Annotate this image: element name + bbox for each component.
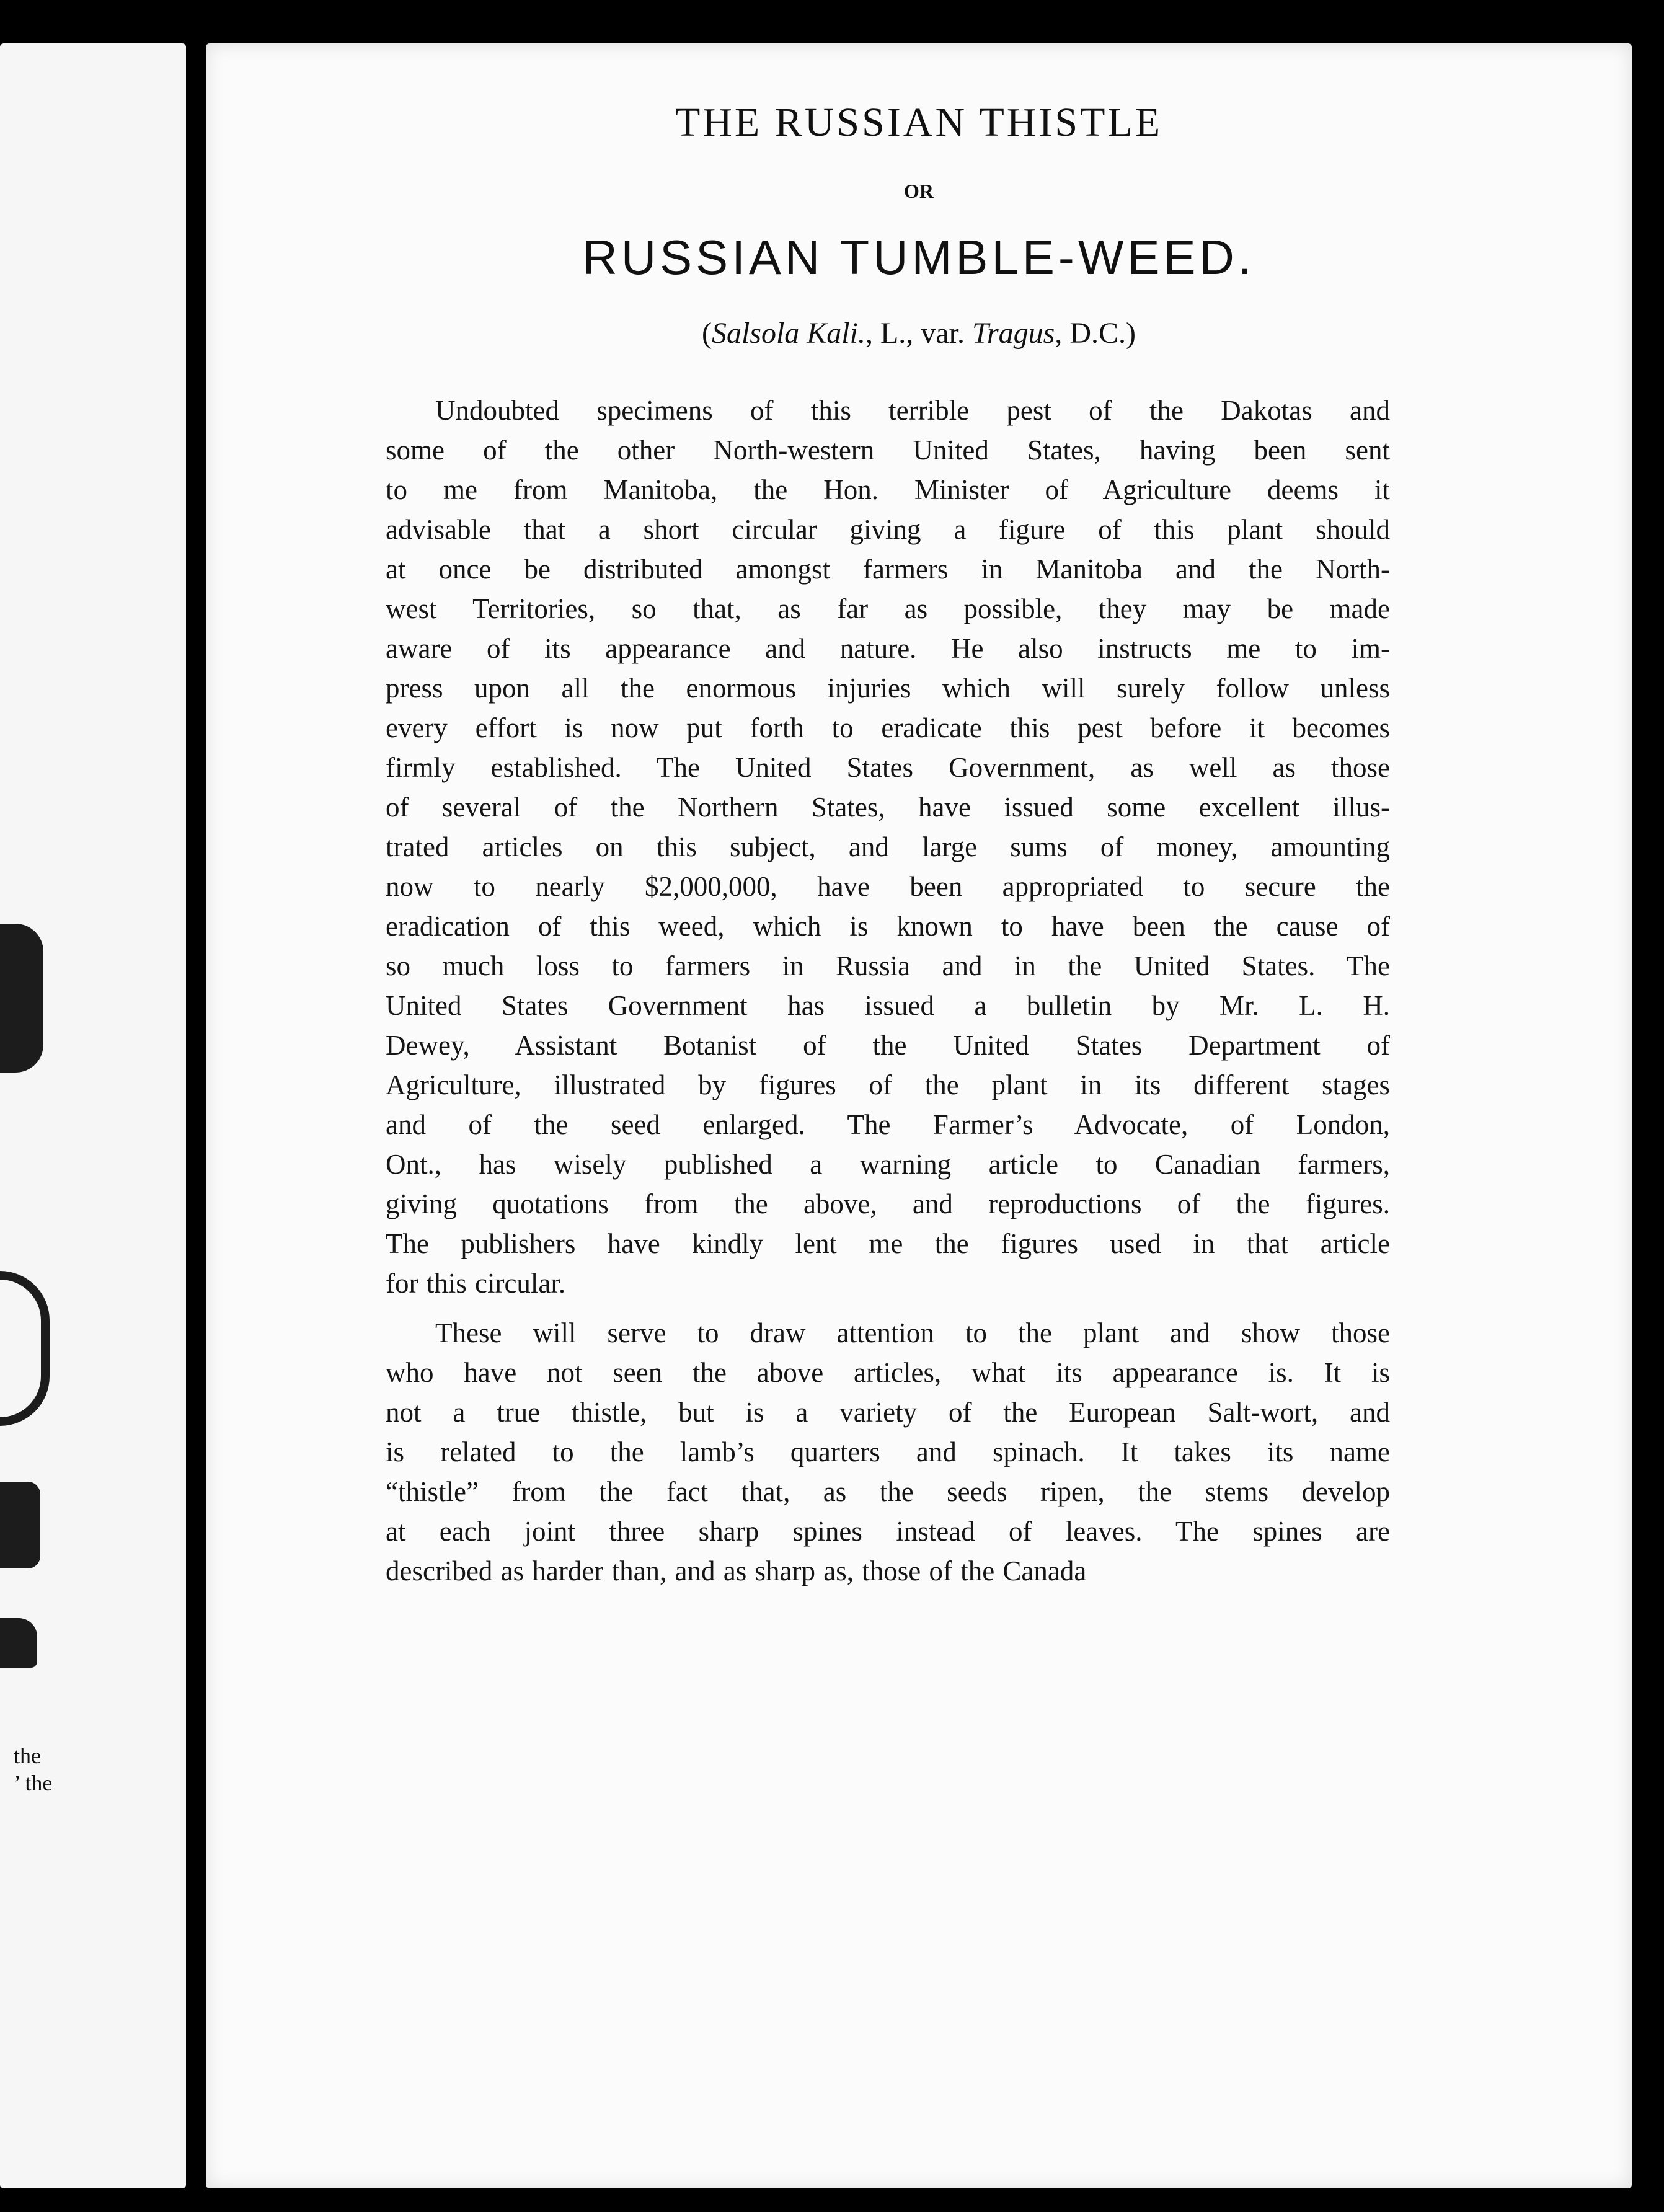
subtitle-open: ( bbox=[701, 317, 712, 350]
paragraph-line: “thistle” from the fact that, as the seeds ripen, the stems develop bbox=[386, 1476, 1390, 1507]
illustration-fragment bbox=[0, 1271, 50, 1426]
paragraph-line: press upon all the enormous injuries which will surely follow unless bbox=[386, 673, 1390, 704]
paragraph-line: United States Government has issued a bulletin by Mr. L. H. bbox=[386, 990, 1390, 1021]
paragraph-line: Agriculture, illustrated by figures of the plant in its different stages bbox=[386, 1069, 1390, 1100]
paragraph-line: not a true thistle, but is a variety of the European Salt-wort, and bbox=[386, 1397, 1390, 1428]
paragraph-line: at once be distributed amongst farmers in Manitoba and the North- bbox=[386, 554, 1390, 585]
left-page bbox=[0, 43, 186, 2188]
paragraph-line: is related to the lamb’s quarters and spinach. It takes its name bbox=[386, 1436, 1390, 1467]
botanical-name bbox=[206, 316, 1632, 350]
page-gutter bbox=[186, 0, 206, 2212]
paragraph-line: trated articles on this subject, and large sums of money, amounting bbox=[386, 831, 1390, 862]
body-text bbox=[386, 391, 1390, 1601]
paragraph-line: now to nearly $2,000,000, have been appropriated to secure the bbox=[386, 871, 1390, 902]
paragraph-line: who have not seen the above articles, what its appearance is. It is bbox=[386, 1357, 1390, 1388]
subtitle-species: Salsola Kali. bbox=[711, 317, 865, 350]
paragraph-line: to me from Manitoba, the Hon. Minister of Agriculture deems it bbox=[386, 474, 1390, 505]
subtitle-variety: Tragus bbox=[971, 317, 1055, 350]
paragraph-line: west Territories, so that, as far as possible, they may be made bbox=[386, 593, 1390, 624]
paragraph-line: described as harder than, and as sharp as, those of the Canada bbox=[386, 1555, 1087, 1586]
paragraph-line: giving quotations from the above, and reproductions of the figures. bbox=[386, 1188, 1390, 1219]
paragraph-line: at each joint three sharp spines instead of leaves. The spines are bbox=[386, 1516, 1390, 1547]
left-page-text-fragment bbox=[14, 1742, 52, 1797]
left-fragment-line: the bbox=[14, 1743, 41, 1768]
illustration-fragment bbox=[0, 1482, 40, 1568]
paragraph-line: eradication of this weed, which is known to have been the cause of bbox=[386, 911, 1390, 942]
paragraph-line: of several of the Northern States, have issued some excellent illus- bbox=[386, 792, 1390, 823]
paragraph-line: These will serve to draw attention to the plant and show those bbox=[435, 1317, 1390, 1348]
paragraph-line: for this circular. bbox=[386, 1268, 566, 1299]
paragraph-line: advisable that a short circular giving a figure of this plant should bbox=[386, 514, 1390, 545]
right-page bbox=[206, 43, 1632, 2188]
illustration-fragment bbox=[0, 924, 43, 1073]
page-title-alternate: RUSSIAN TUMBLE-WEED. bbox=[582, 230, 1255, 285]
paragraph-line: firmly established. The United States Government, as well as those bbox=[386, 752, 1390, 783]
paragraph-line: The publishers have kindly lent me the figures used in that article bbox=[386, 1228, 1390, 1259]
page-title: THE RUSSIAN THISTLE bbox=[675, 100, 1163, 145]
paragraph-line: every effort is now put forth to eradicate this pest before it becomes bbox=[386, 712, 1390, 743]
paragraph-line: Ont., has wisely published a warning article to Canadian farmers, bbox=[386, 1149, 1390, 1180]
paragraph-line: and of the seed enlarged. The Farmer’s Advocate, of London, bbox=[386, 1109, 1390, 1140]
paragraph-line: Undoubted specimens of this terrible pest of the Dakotas and bbox=[435, 395, 1390, 426]
paragraph-line: so much loss to farmers in Russia and in the United States. The bbox=[386, 950, 1390, 981]
left-fragment-line: ’ the bbox=[14, 1771, 53, 1795]
title-conjunction: OR bbox=[904, 180, 934, 202]
subtitle-middle: , L., var. bbox=[865, 317, 972, 350]
paragraph-line: Dewey, Assistant Botanist of the United States Department of bbox=[386, 1030, 1390, 1061]
illustration-fragment bbox=[0, 1618, 37, 1668]
paragraph bbox=[386, 391, 1390, 1303]
paragraph-line: some of the other North-western United States, having been sent bbox=[386, 435, 1390, 466]
paragraph bbox=[386, 1313, 1390, 1591]
paragraph-line: aware of its appearance and nature. He also instructs me to im- bbox=[386, 633, 1390, 664]
subtitle-close: , D.C.) bbox=[1055, 317, 1136, 350]
